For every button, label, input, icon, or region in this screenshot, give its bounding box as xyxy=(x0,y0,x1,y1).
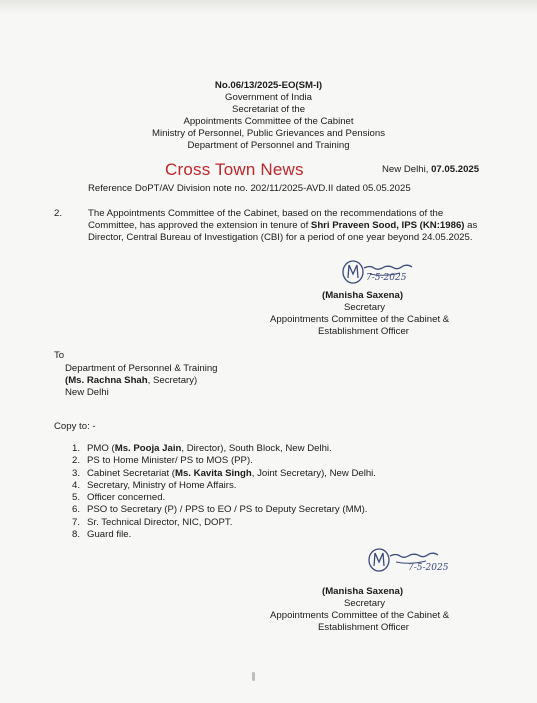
copy-to-item-text: Secretary, Ministry of Home Affairs. xyxy=(87,479,237,491)
signatory-title-1: Secretary xyxy=(344,302,386,313)
to-label: To xyxy=(54,350,65,361)
body-paragraph xyxy=(54,208,488,245)
copy-to-item-number: 7. xyxy=(72,516,81,528)
copy-to-item xyxy=(60,480,376,492)
copy-to-item-text: Sr. Technical Director, NIC, DOPT. xyxy=(87,516,233,528)
date-place: New Delhi, xyxy=(382,164,432,175)
header-line-department: Department of Personnel and Training xyxy=(187,140,350,151)
date-value: 07.05.2025 xyxy=(431,164,480,175)
signatory-name-2: (Manisha Saxena) xyxy=(322,586,404,597)
copy-to-item-number: 8. xyxy=(72,529,81,541)
paragraph-text-a: The Appointments Committee of the Cabinet, based on the recommendations of the Committee, has approved the extension in tenure of xyxy=(88,208,444,232)
copy-to-item-text: PS to Home Minister/ PS to MOS (PP). xyxy=(87,455,253,467)
reference-line: Reference DoPT/AV Division note no. 202/11/2025-AVD.II dated 05.05.2025 xyxy=(88,183,411,194)
header-line-ministry: Ministry of Personnel, Public Grievances and Pensions xyxy=(151,128,386,139)
watermark-text: Cross Town News xyxy=(165,160,304,179)
copy-to-list xyxy=(60,443,376,541)
copy-to-item xyxy=(60,517,376,529)
order-number: No.06/13/2025-EO(SM-I) xyxy=(214,80,323,91)
copy-to-item xyxy=(60,492,376,504)
copy-to-item-number: 3. xyxy=(72,467,81,479)
signature-date-1: 7-5-2025 xyxy=(366,273,407,283)
signatory-name-1: (Manisha Saxena) xyxy=(322,290,404,301)
copy-to-item-text: Cabinet Secretariat ( xyxy=(87,467,175,479)
to-line-city: New Delhi xyxy=(65,387,109,398)
copy-to-item-number: 6. xyxy=(72,504,81,516)
signatory-line1-1: Appointments Committee of the Cabinet & xyxy=(270,314,450,325)
copy-to-item-number: 2. xyxy=(72,455,81,467)
copy-to-item-number: 1. xyxy=(72,443,81,454)
header-line-acc: Appointments Committee of the Cabinet xyxy=(183,116,354,127)
copy-to-item xyxy=(60,455,376,467)
signatory-line2-2: Establishment Officer xyxy=(318,622,409,633)
signature-date-2: 7-5-2025 xyxy=(408,563,449,573)
officer-name: Shri Praveen Sood, IPS (KN:1986) xyxy=(310,220,465,232)
addressee-role: , Secretary) xyxy=(147,375,198,386)
date-line xyxy=(382,164,479,176)
paragraph-text-b: as Director, Central Bureau of Investigation (CBI) for a period of one year beyond 24.05.2025. xyxy=(88,220,478,244)
signatory-line2-1: Establishment Officer xyxy=(318,326,409,337)
to-line-addressee xyxy=(65,375,197,387)
copy-to-item-number: 5. xyxy=(72,492,81,504)
paragraph-number: 2. xyxy=(54,208,63,219)
copy-to-item-text-rest: , Director), South Block, New Delhi. xyxy=(181,443,332,454)
to-line-department: Department of Personnel & Training xyxy=(65,363,218,374)
copy-to-item xyxy=(60,443,376,455)
copy-to-item-person: Ms. Pooja Jain xyxy=(114,443,182,454)
copy-to-label: Copy to: - xyxy=(54,421,96,432)
scan-edge-shadow xyxy=(0,0,537,14)
copy-to-item-text-rest: , Joint Secretary), New Delhi. xyxy=(251,467,376,479)
copy-to-item xyxy=(60,468,376,480)
copy-to-item-text: Guard file. xyxy=(87,529,132,541)
copy-to-item-text: Officer concerned. xyxy=(87,492,166,504)
signatory-title-2: Secretary xyxy=(344,598,386,609)
copy-to-item xyxy=(60,504,376,516)
copy-to-item-person: Ms. Kavita Singh xyxy=(174,467,252,479)
scan-mark xyxy=(252,672,255,681)
signatory-line1-2: Appointments Committee of the Cabinet & xyxy=(270,610,450,621)
copy-to-item xyxy=(60,529,376,541)
header-line-secretariat: Secretariat of the xyxy=(231,104,306,115)
header-line-government: Government of India xyxy=(225,92,312,103)
copy-to-item-number: 4. xyxy=(72,479,81,491)
copy-to-item-text: PSO to Secretary (P) / PPS to EO / PS to Deputy Secretary (MM). xyxy=(87,504,368,516)
copy-to-item-text: PMO ( xyxy=(87,443,115,454)
addressee-name: (Ms. Rachna Shah xyxy=(65,375,148,386)
